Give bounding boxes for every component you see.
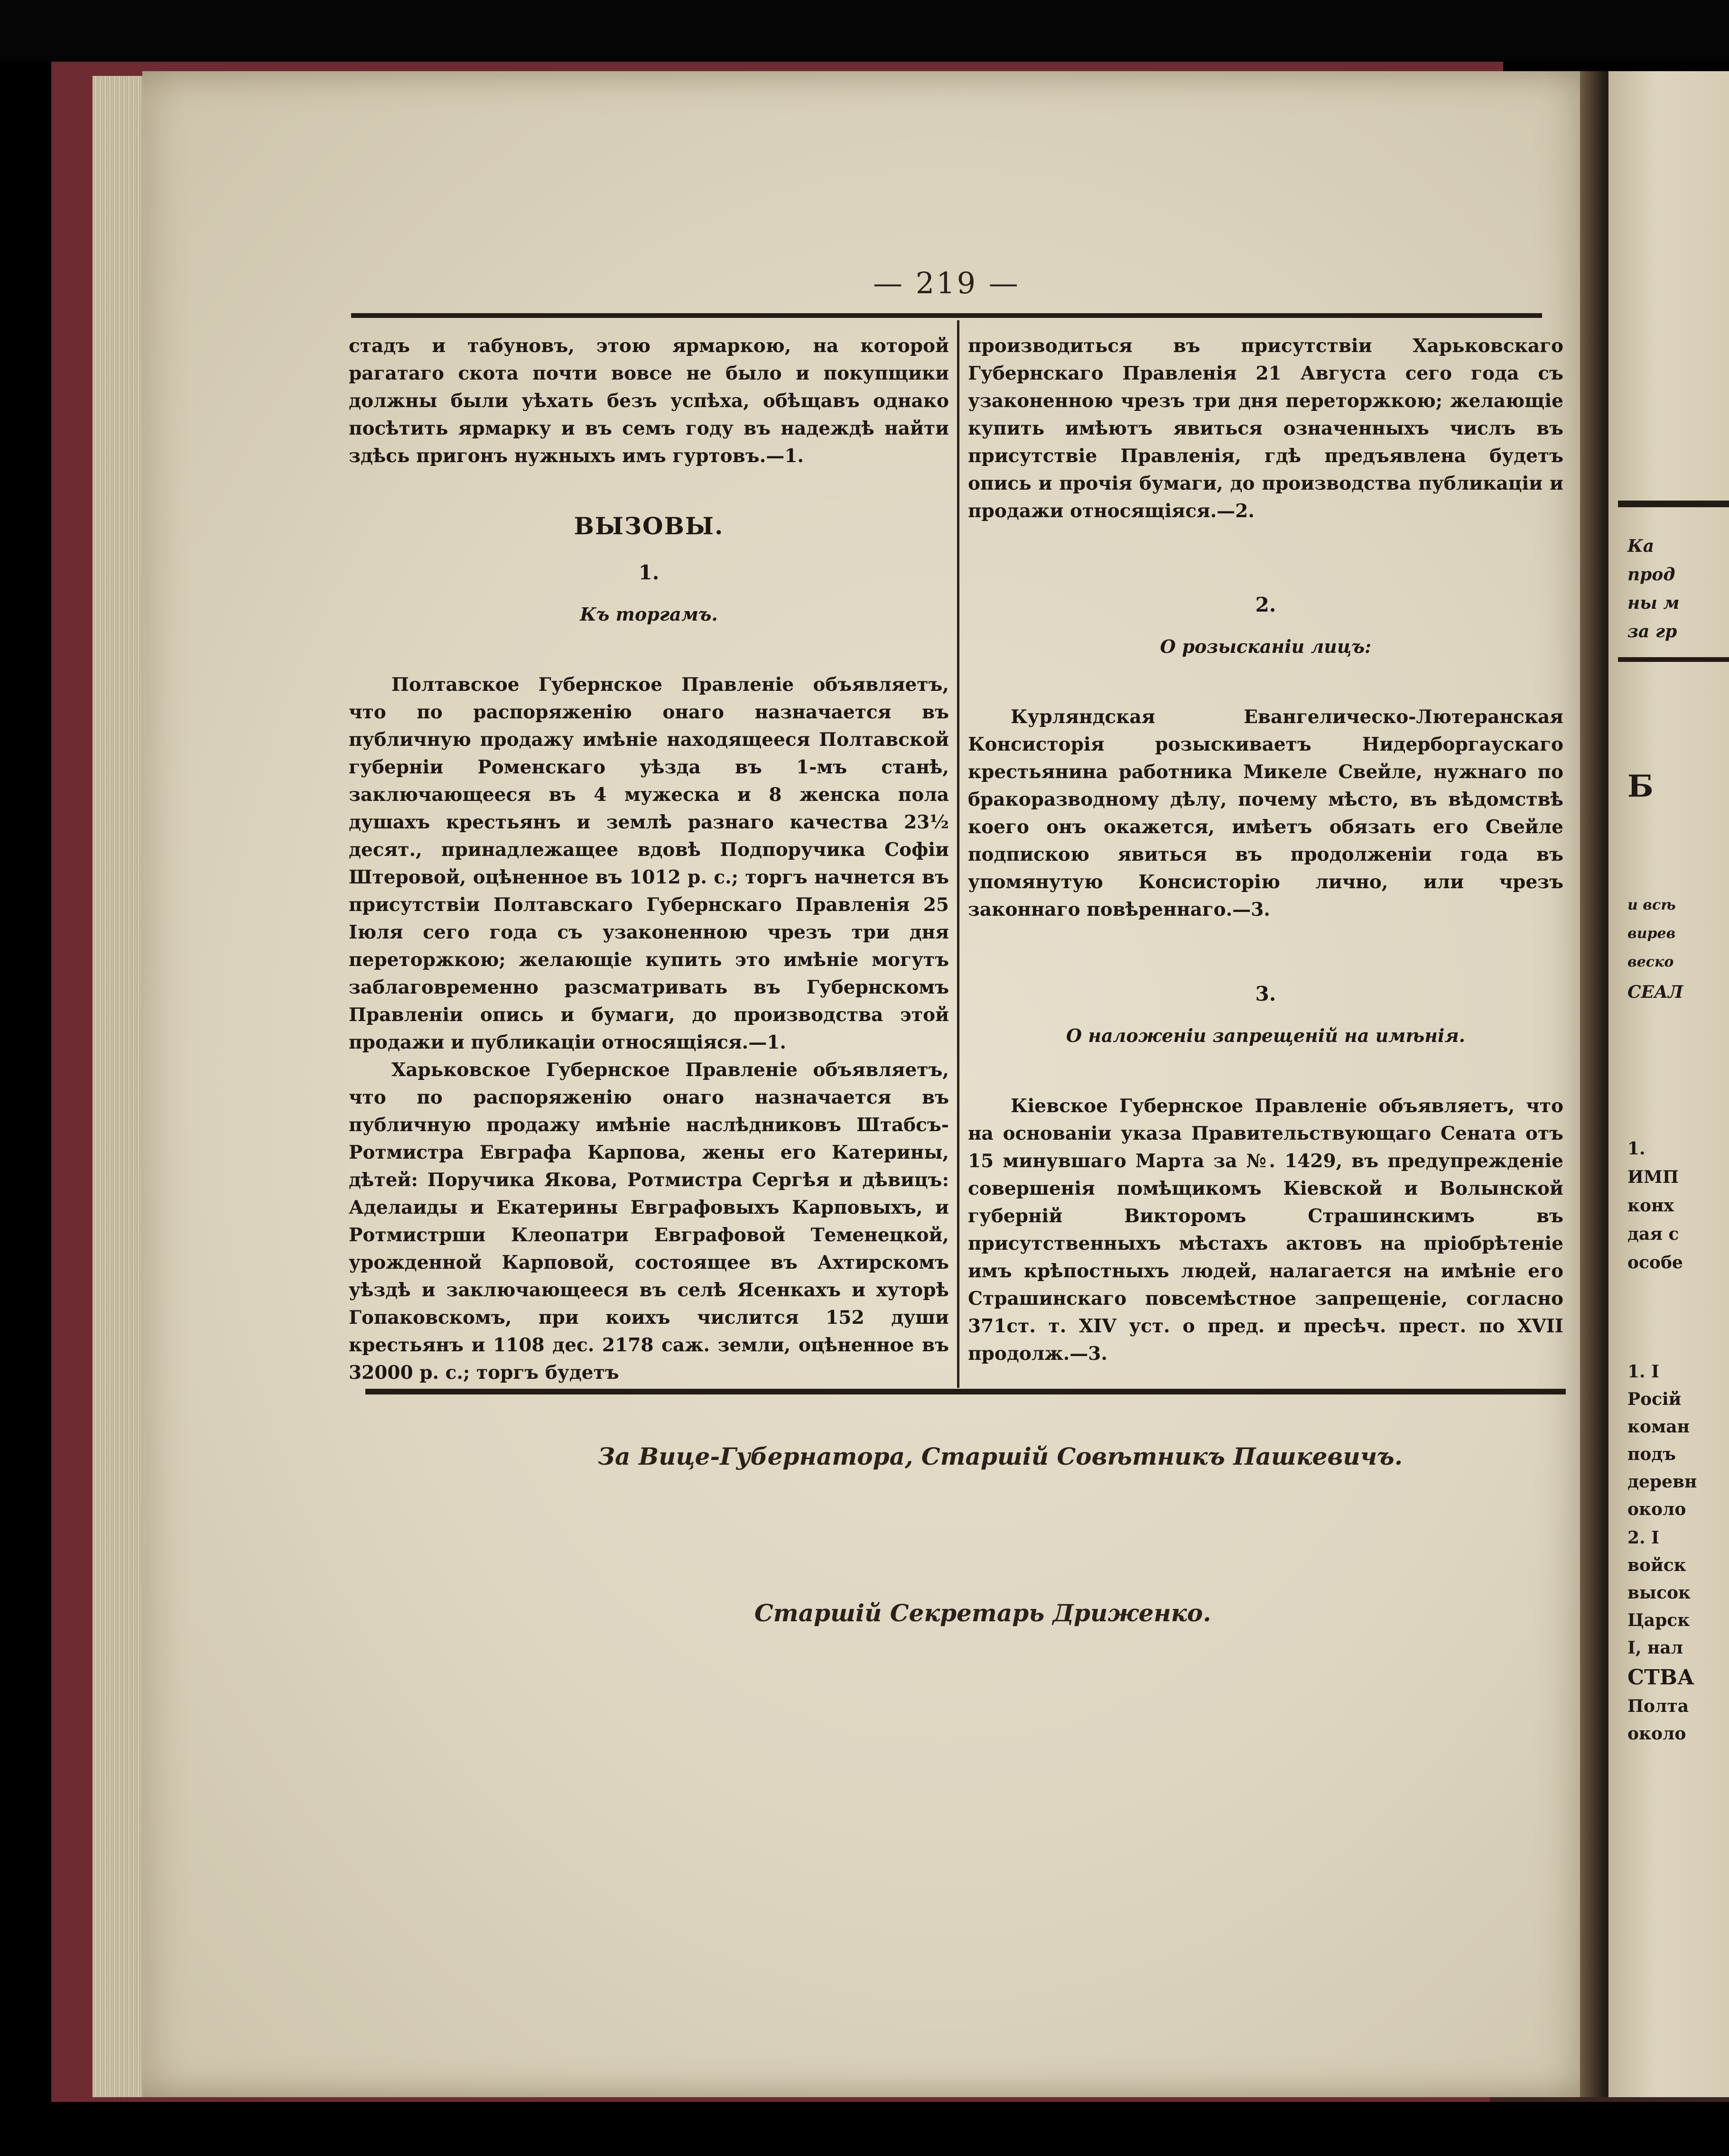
continuation-paragraph: стадъ и табуновъ, этою ярмаркою, на которой рагатаго скота почти вовсе не было и покупщики должны были уѣхать безъ успѣха, обѣщавъ однако посѣтить ярмарку и въ семъ году въ надеждѣ найти здѣсь пригонъ нужныхъ имъ гуртовъ.—1.	[349, 335, 949, 467]
fragment-line: коман	[1627, 1417, 1690, 1437]
fragment-line: ИМП	[1627, 1167, 1679, 1187]
fragment-line: Б	[1627, 769, 1654, 804]
fragment-line: прод	[1627, 565, 1675, 585]
item-subheading: О наложеніи запрещеній на имѣнія.	[1066, 1025, 1465, 1046]
signature-vice-governor: За Вице-Губернатора, Старшій Совѣтникъ Пашкевичъ.	[598, 1442, 1403, 1470]
fragment-line: около	[1627, 1499, 1686, 1519]
right-column	[968, 332, 1563, 1367]
fragment-line: 2. I	[1627, 1528, 1659, 1548]
rule	[1618, 657, 1729, 662]
fragment-line: и всѣ	[1627, 897, 1676, 913]
fragment-line: за гр	[1627, 622, 1677, 641]
fragment-line: 1.	[1627, 1139, 1645, 1159]
item-subheading: Къ торгамъ.	[580, 604, 718, 625]
footer-rule	[365, 1389, 1566, 1394]
notice-paragraph: Кіевское Губернское Правленіе объявляетъ, что на основаніи указа Правительствующаго Сената отъ 15 минувшаго Марта за №. 1429, въ предупрежденіе совершенія помѣщикомъ Кіевской и Волынской губерній Викторомъ Страшинскимъ въ присутственныхъ мѣстахъ актовъ на пріобрѣтеніе имъ крѣпостныхъ людей, налагается на имѣніе его Страшинскаго повсемѣстное запрещеніе, согласно 371ст. т. XIV уст. о пред. и пресѣч. прест. по XVII продолж.—3.	[968, 1095, 1563, 1365]
fragment-line: СЕАЛ	[1627, 982, 1683, 1002]
fragment-line: 1. I	[1627, 1362, 1659, 1382]
rule	[1618, 501, 1729, 507]
header-rule	[351, 313, 1542, 318]
item-number: 1.	[638, 561, 660, 584]
fragment-line: веско	[1627, 954, 1674, 970]
fragment-line: ны м	[1627, 593, 1680, 613]
fragment-line: СТВА	[1627, 1665, 1694, 1690]
fragment-line: I, нал	[1627, 1638, 1683, 1658]
fragment-line: подъ	[1627, 1444, 1676, 1464]
section-heading: ВЫЗОВЫ.	[574, 512, 724, 540]
item-number: 3.	[1255, 982, 1276, 1005]
item-number: 2.	[1255, 593, 1276, 616]
fragment-line: войск	[1627, 1555, 1686, 1575]
fragment-line: особе	[1627, 1253, 1683, 1273]
fragment-line: конх	[1627, 1196, 1674, 1216]
fragment-line: дая с	[1627, 1224, 1679, 1244]
notice-paragraph: Полтавское Губернское Правленіе объявляетъ, что по распоряженію онаго назначается въ публичную продажу имѣніе находящееся Полтавской губерніи Роменскаго уѣзда въ 1-мъ станѣ, заключающееся въ 4 мужеска и 8 женска пола душахъ крестьянъ и землѣ разнаго качества 23½ десят., принадлежащее вдовѣ Подпоручика Софіи Штеровой, оцѣненное въ 1012 р. с.; торгъ начнется въ присутствіи Полтавскаго Губернскаго Правленія 25 Іюля сего года съ узаконенною чрезъ три дня переторжкою; желающіе купить это имѣніе могутъ заблаговременно разсматривать въ Губернскомъ Правленіи опись и бумаги, до производства этой продажи и публикаціи относящіяся.—1.	[349, 674, 949, 1053]
notice-paragraph: Харьковское Губернское Правленіе объявляетъ, что по распоряженію онаго назначается въ публичную продажу имѣніе наслѣдниковъ Штабсъ-Ротмистра Евграфа Карпова, жены его Катерины, дѣтей: Поручика Якова, Ротмистра Сергѣя и дѣвицъ: Аделаиды и Екатерины Евграфовыхъ Карповыхъ, и Ротмистрши Клеопатри Евграфовой Теменецкой, урожденной Карповой, состоящее въ Ахтирскомъ уѣздѣ и заключающееся въ селѣ Ясенкахъ и хуторѣ Гопаковскомъ, при коихъ числится 152 души крестьянъ и 1108 дес. 2178 саж. земли, оцѣненное въ 32000 р. с.; торгъ будетъ	[349, 1059, 949, 1384]
page-number: — 219 —	[873, 266, 1020, 300]
signature-secretary: Старшій Секретарь Дриженко.	[754, 1599, 1211, 1627]
fragment-line: вирев	[1627, 925, 1676, 942]
fragment-line: Полта	[1627, 1696, 1689, 1716]
item-subheading: О розысканіи лицъ:	[1160, 636, 1372, 657]
fragment-line: Царск	[1627, 1610, 1690, 1630]
fragment-line: деревн	[1627, 1472, 1697, 1492]
fragment-line: Ка	[1627, 536, 1655, 556]
fragment-line: Росій	[1627, 1389, 1682, 1409]
right-page-fragment	[1608, 71, 1729, 2097]
scan-border	[0, 0, 1729, 62]
column-divider	[957, 320, 959, 1388]
notice-paragraph: Курляндская Евангелическо-Лютеранская Консисторія розыскиваетъ Нидерборгаускаго крестьянина работника Микеле Свейле, нужнаго по бракоразводному дѣлу, почему мѣсто, въ вѣдомствѣ коего онъ окажется, имѣетъ обязать его Свейле подпискою явиться въ продолженіи года въ упомянутую Консисторію лично, или чрезъ законнаго повѣреннаго.—3.	[968, 706, 1563, 920]
continuation-paragraph: производиться въ присутствіи Харьковскаго Губернскаго Правленія 21 Августа сего года съ узаконенною чрезъ три дня переторжкою; желающіе купить имѣютъ явиться означенныхъ числъ въ присутствіе Правленія, гдѣ предъявлена будетъ опись и прочія бумаги, до производства публикаціи и продажи относящіяся.—2.	[968, 335, 1563, 522]
left-column	[349, 332, 949, 1386]
fragment-line: около	[1627, 1724, 1686, 1744]
fragment-line: высок	[1627, 1583, 1691, 1603]
